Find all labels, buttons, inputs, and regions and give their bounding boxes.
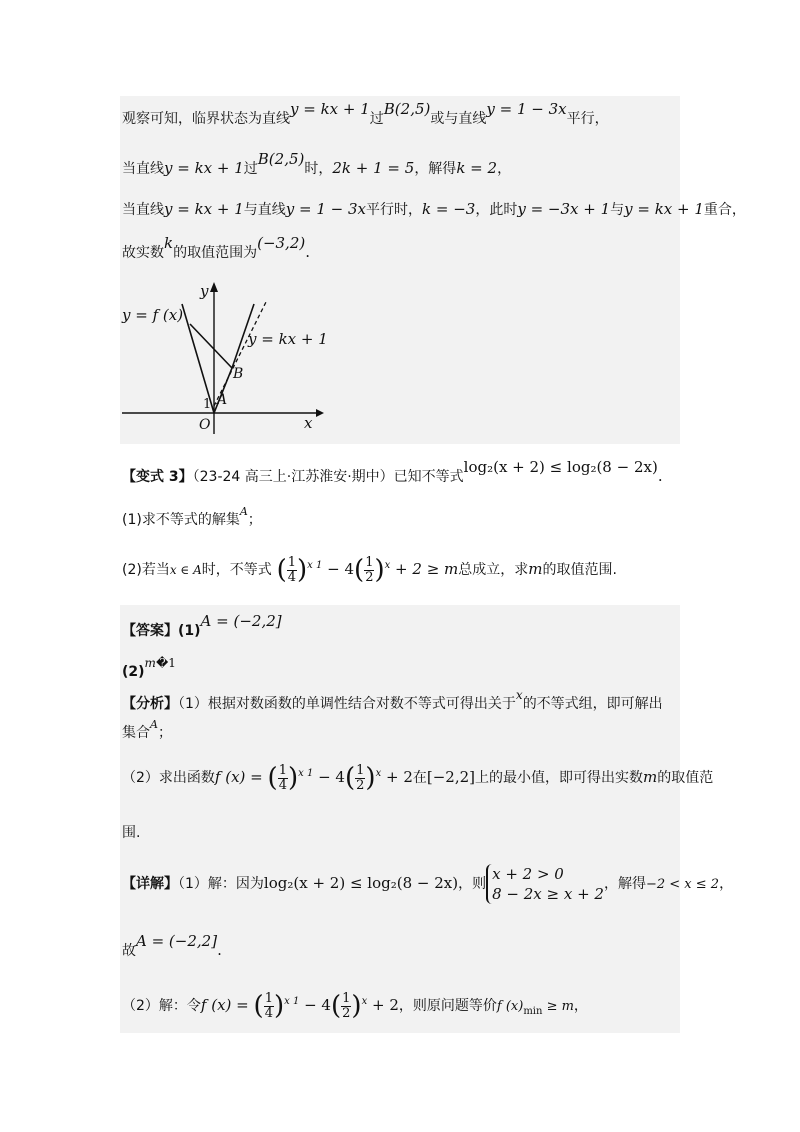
function-graph-figure (120, 276, 340, 436)
answer-part-1: 【答案】(1)A = (−2,2] (122, 612, 282, 639)
x-axis-label: x (304, 414, 313, 432)
line-label: y = kx + 1 (248, 330, 328, 348)
point-b-label: B (233, 366, 244, 382)
dashed-line-kx-plus-1 (214, 302, 266, 406)
detail-line-2: 故A = (−2,2]. (122, 932, 222, 959)
detail-line-3: （2）解：令f (x) = ( $\frac{1}{4}$ )$^{x 1}$ − 4( $\frac{1}{2}$ )$^x$ + 2，则原问题等价f $(x)_{min} \ge m$， (122, 990, 588, 1021)
tick-one-label: 1 (203, 397, 212, 412)
line-parallel: 当直线y = kx + 1与直线y = 1 − 3x平行时，k = −3，此时y = −3x + 1与y = kx + 1重合， (122, 200, 746, 218)
answer-part-2: $(2)^{m�1}$ (122, 656, 176, 680)
problem-statement: 【变式 3】（23-24 高三上·江苏淮安·期中）已知不等式log₂(x + 2) ≤ log₂(8 − 2x). (122, 458, 663, 485)
answer-panel (120, 605, 680, 1033)
y-axis-label: y (200, 282, 209, 300)
detail-line-1: 【详解】（1）解：因为log₂(x + 2) ≤ log₂(8 − 2x)，则 x + 2 > 0 8 − 2x ≥ x + 2 ，解得−2 < x ≤ 2， (122, 865, 734, 903)
question-2: (2)若当x ∈ A时，不等式 ( $\frac{1}{4}$ )$^{x 1}$ − 4( $\frac{1}{2}$ )$^x$ + 2 ≥ m总成立，求m的取值范围. (122, 554, 617, 585)
y-axis-arrow (210, 282, 218, 292)
origin-label: O (199, 417, 211, 433)
line-through-b: 当直线y = kx + 1过B(2,5)时，2k + 1 = 5，解得k = 2， (122, 150, 512, 177)
x-axis-arrow (316, 409, 324, 417)
inequality-system: x + 2 > 0 8 − 2x ≥ x + 2 (486, 864, 604, 904)
analysis-line-2: 集合$^A$； (122, 718, 172, 741)
analysis-line-3: （2）求出函数f (x) = ( $\frac{1}{4}$ )$^{x 1}$ − 4( $\frac{1}{2}$ )$^x$ + 2在[−2,2]上的最小值，即可得出实数m的取值范 (122, 762, 714, 793)
point-a-label: A (217, 392, 228, 408)
line-observe: 观察可知，临界状态为直线y = kx + 1过B(2,5)或与直线y = 1 − 3x平行， (122, 100, 609, 127)
curve-label: y = f (x) (122, 306, 184, 324)
analysis-line-1: 【分析】（1）根据对数函数的单调性结合对数不等式可得出关于$^x$的不等式组，即可解出 (122, 688, 663, 712)
line-range-k: 故实数k的取值范围为(−3,2). (122, 234, 311, 261)
analysis-line-4: 围. (122, 825, 141, 841)
question-1: (1)求不等式的解集$^A$； (122, 505, 262, 528)
